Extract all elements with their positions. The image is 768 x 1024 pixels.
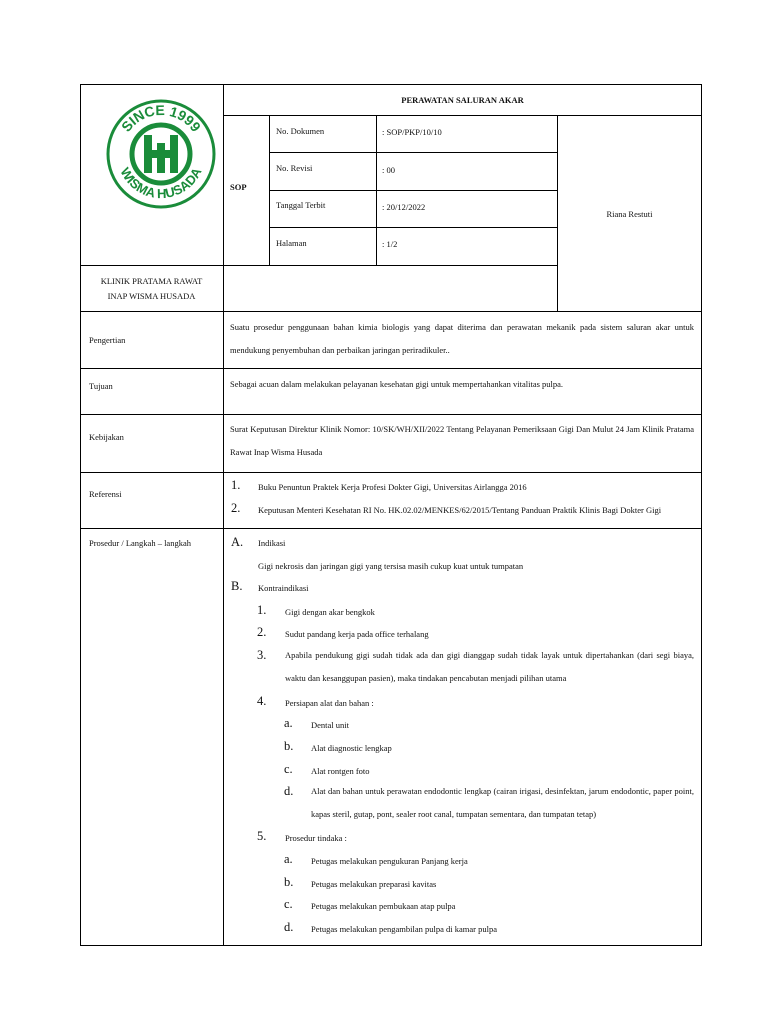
prosedur-label: Prosedur / Langkah – langkah — [89, 538, 191, 548]
doc-number-value: : SOP/PKP/10/10 — [382, 127, 442, 137]
tujuan-text: Sebagai acuan dalam melakukan pelayanan kesehatan gigi untuk mempertahankan vitalitas pulpa. — [230, 379, 564, 389]
list-number: 1. — [257, 603, 267, 617]
sublist-item: Petugas melakukan preparasi kavitas — [311, 879, 437, 889]
sublist-letter: c. — [284, 762, 293, 776]
page-label: Halaman — [276, 238, 307, 248]
page-value: : 1/2 — [382, 239, 398, 249]
sublist-item: Petugas melakukan pengambilan pulpa di kamar pulpa — [311, 924, 498, 934]
tujuan-label: Tujuan — [89, 381, 113, 391]
list-item: Apabila pendukung gigi sudah tidak ada dan gigi dianggap sudah tidak layak untuk dipertahankan (dari segi biaya, waktu dan kesanggupan pasien), maka tindakan pencabutan menjadi pilihan utama — [285, 650, 694, 683]
sublist-letter: a. — [284, 716, 293, 730]
sublist-item: Alat diagnostic lengkap — [311, 743, 392, 753]
referensi-number: 1. — [231, 478, 241, 492]
sublist-item: Alat rontgen foto — [311, 766, 370, 776]
sublist-letter: c. — [284, 897, 293, 911]
revision-label: No. Revisi — [276, 163, 313, 173]
referensi-item: Buku Penuntun Praktek Kerja Profesi Dokter Gigi, Universitas Airlangga 2016 — [258, 482, 527, 492]
sublist-item: Petugas melakukan pengukuran Panjang kerja — [311, 856, 468, 866]
list-item: Prosedur tindaka : — [285, 833, 347, 843]
pengertian-label: Pengertian — [89, 335, 126, 345]
logo-top-text: SINCE 1999 — [117, 101, 205, 135]
document-title: PERAWATAN SALURAN AKAR — [401, 95, 524, 105]
clinic-name-line1: KLINIK PRATAMA RAWAT — [100, 276, 203, 286]
signer-name: Riana Restuti — [606, 209, 653, 219]
indikasi-text: Gigi nekrosis dan jaringan gigi yang tersisa masih cukup kuat untuk tumpatan — [258, 561, 524, 571]
sublist-letter: d. — [284, 784, 294, 798]
list-number: 4. — [257, 694, 267, 708]
kebijakan-text: Surat Keputusan Direktur Klinik Nomor: 10/SK/WH/XII/2022 Tentang Pelayanan Pemeriksaan Gigi Dan Mulut 24 Jam Klinik Pratama Rawat Inap Wisma Husada — [230, 424, 694, 457]
referensi-label: Referensi — [89, 489, 122, 499]
sublist-item: Petugas melakukan pembukaan atap pulpa — [311, 901, 456, 911]
list-item: Sudut pandang kerja pada office terhalang — [285, 629, 429, 639]
clinic-name-line2: INAP WISMA HUSADA — [107, 291, 196, 301]
kebijakan-label: Kebijakan — [89, 432, 124, 442]
sublist-item: Dental unit — [311, 720, 350, 730]
doc-number-label: No. Dokumen — [276, 126, 325, 136]
list-number: 5. — [257, 829, 267, 843]
section-letter: A. — [231, 535, 244, 549]
sublist-letter: b. — [284, 875, 294, 889]
sublist-letter: d. — [284, 920, 294, 934]
revision-value: : 00 — [382, 165, 395, 175]
issue-date-label: Tanggal Terbit — [276, 200, 326, 210]
section-letter: B. — [231, 579, 243, 593]
kontraindikasi-title: Kontraindikasi — [258, 583, 309, 593]
sublist-letter: b. — [284, 739, 294, 753]
indikasi-title: Indikasi — [258, 538, 286, 548]
list-number: 3. — [257, 648, 267, 662]
sop-label: SOP — [230, 182, 247, 192]
clinic-logo — [106, 99, 216, 209]
pengertian-text: Suatu prosedur penggunaan bahan kimia biologis yang dapat diterima dan perawatan mekanik pada sistem saluran akar untuk mendukung penyembuhan dan perbaikan jaringan periradikuler.. — [230, 322, 694, 355]
list-item: Gigi dengan akar bengkok — [285, 607, 375, 617]
list-number: 2. — [257, 625, 267, 639]
referensi-item: Keputusan Menteri Kesehatan RI No. HK.02.02/MENKES/62/2015/Tentang Panduan Praktik Klinis Bagi Dokter Gigi — [258, 505, 662, 515]
issue-date-value: : 20/12/2022 — [382, 202, 426, 212]
sublist-item: Alat dan bahan untuk perawatan endodontic lengkap (cairan irigasi, desinfektan, jarum endodontic, paper point, kapas steril, gutap, pont, sealer root canal, tumpatan sementara, dan tumpatan tetap) — [311, 786, 694, 819]
list-item: Persiapan alat dan bahan : — [285, 698, 374, 708]
referensi-number: 2. — [231, 501, 241, 515]
sublist-letter: a. — [284, 852, 293, 866]
logo-bottom-text: WISMA HUSADA — [117, 164, 205, 202]
